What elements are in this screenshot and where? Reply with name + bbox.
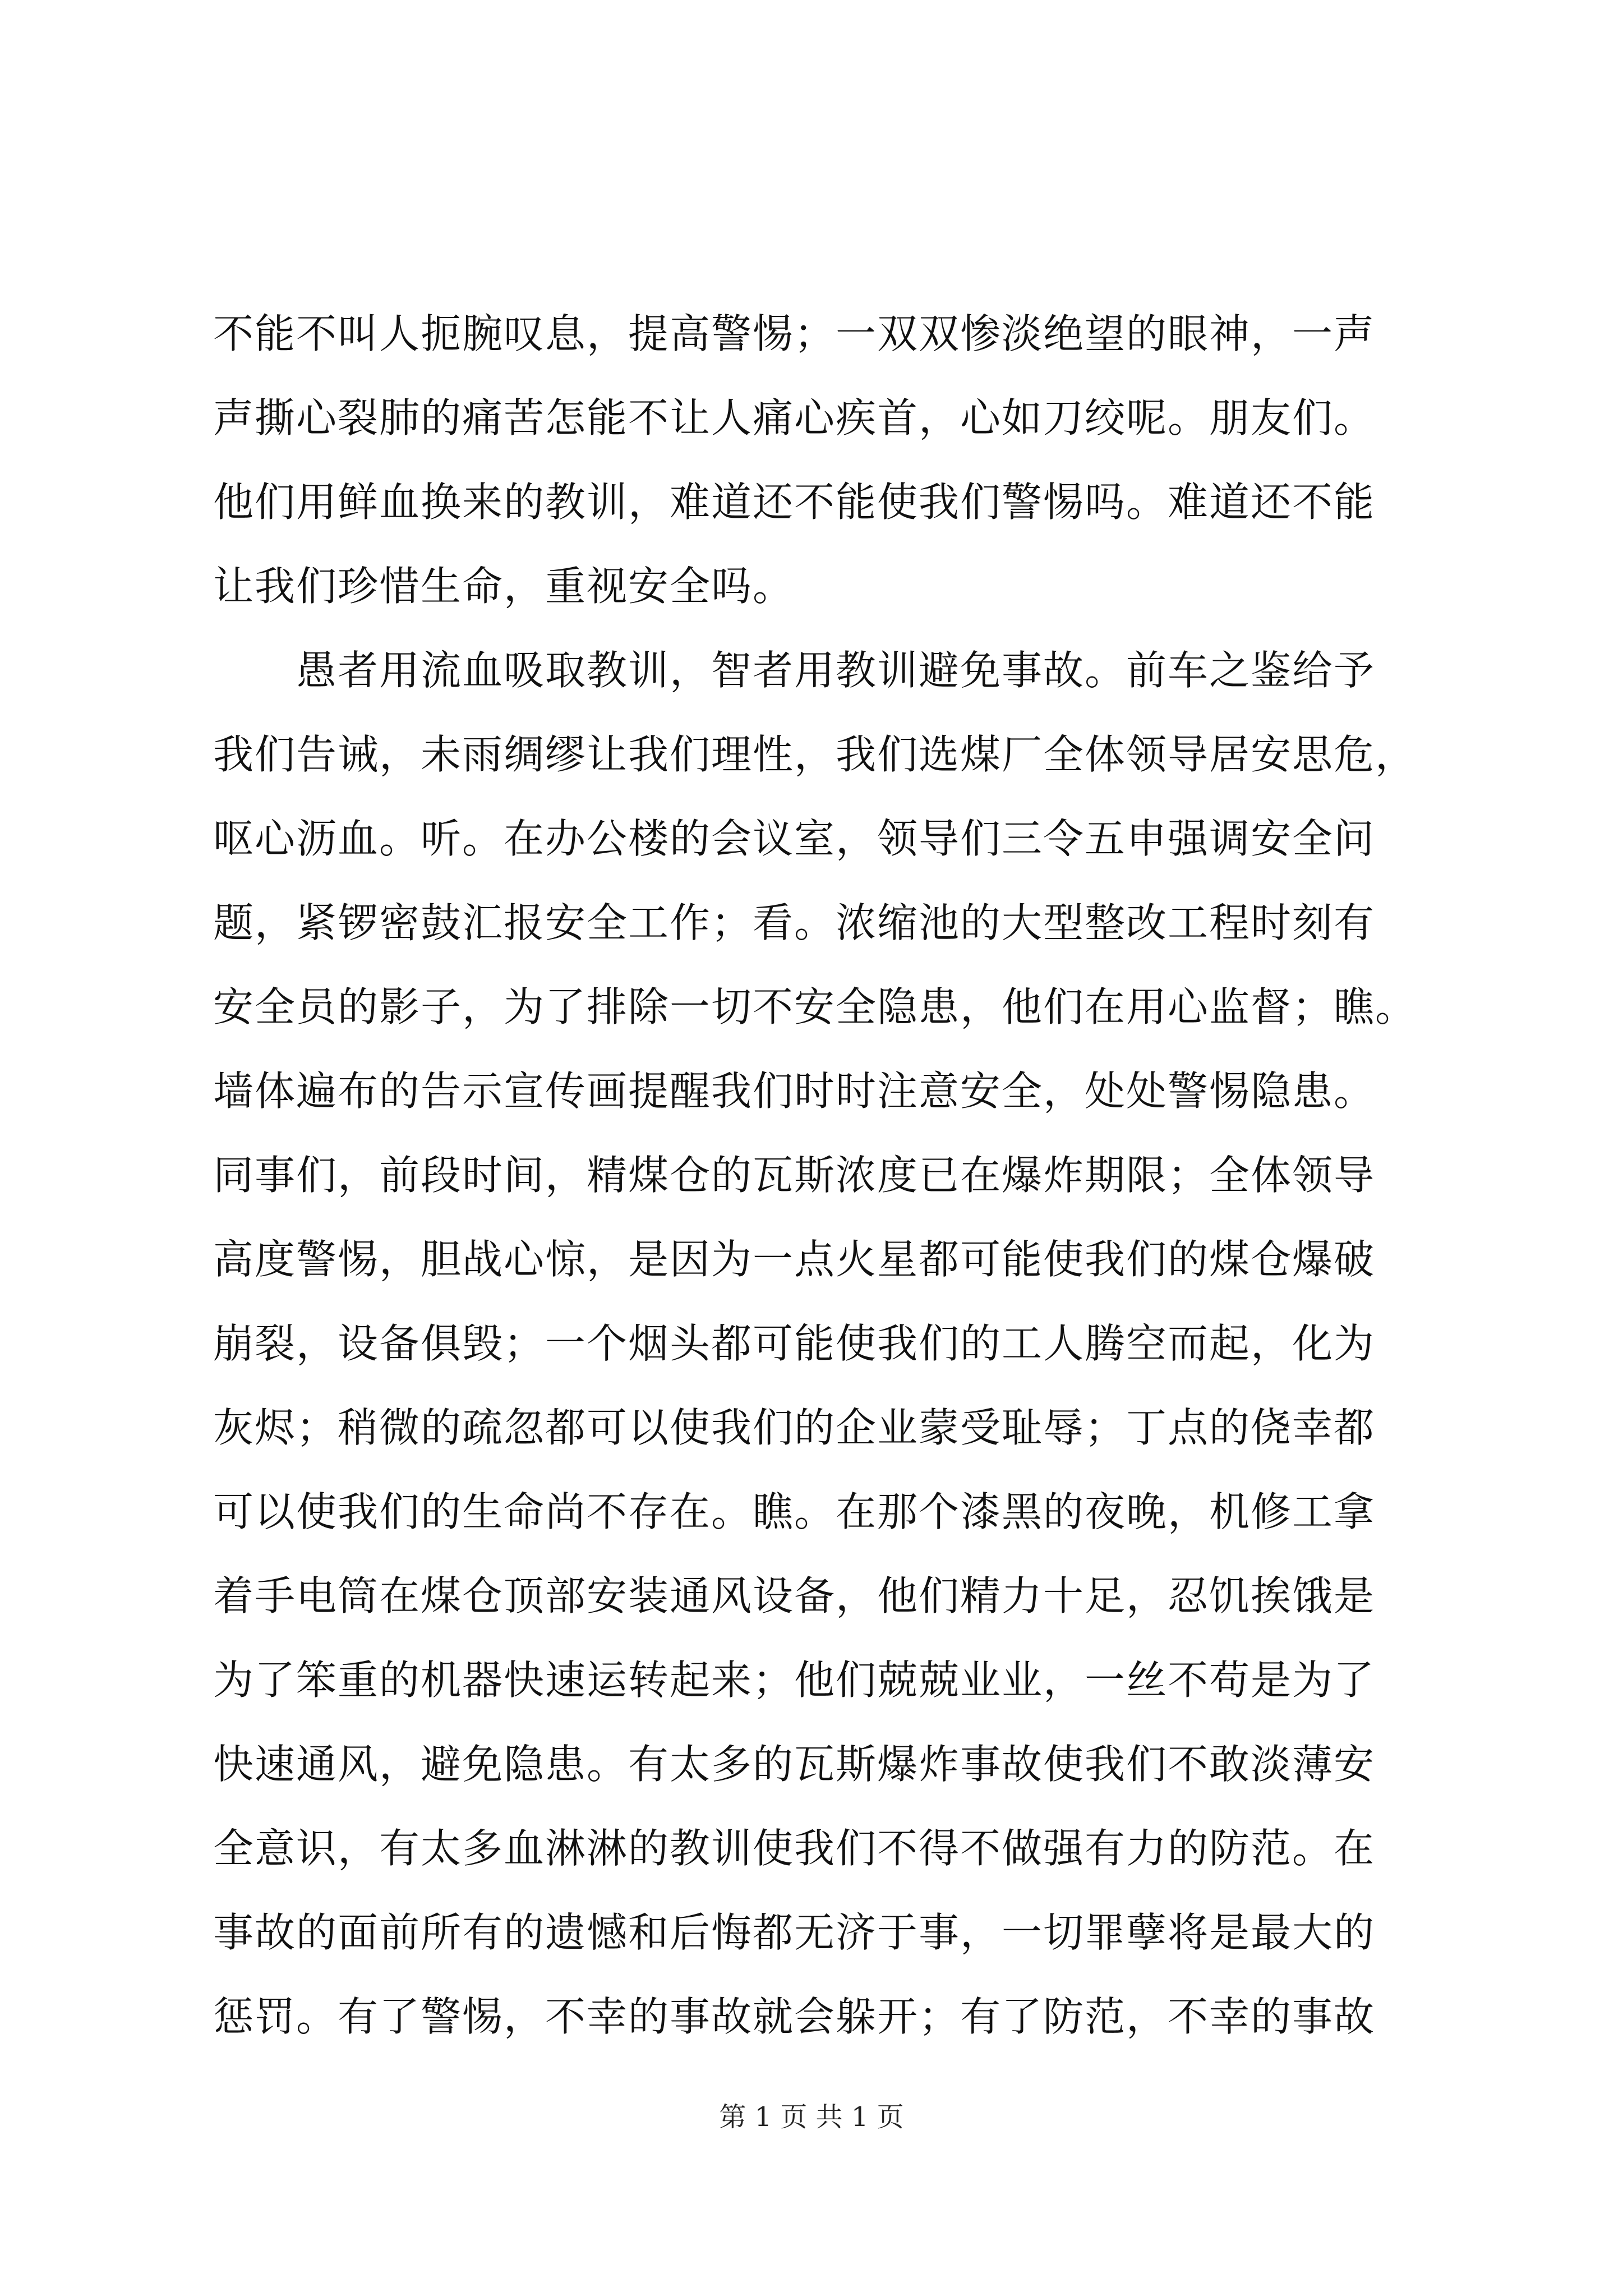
text-line: 声撕心裂肺的痛苦怎能不让人痛心疾首，心如刀绞呢。朋友们。 bbox=[213, 394, 1376, 441]
text-line: 事故的面前所有的遗憾和后悔都无济于事，一切罪孽将是最大的 bbox=[213, 1909, 1376, 1956]
text-line: 呕心沥血。听。在办公楼的会议室，领导们三令五申强调安全问 bbox=[213, 815, 1376, 862]
page-number-footer: 第 1 页 共 1 页 bbox=[719, 2101, 904, 2133]
text-line: 崩裂，设备俱毁；一个烟头都可能使我们的工人腾空而起，化为 bbox=[213, 1320, 1376, 1367]
text-line: 快速通风，避免隐患。有太多的瓦斯爆炸事故使我们不敢淡薄安 bbox=[213, 1741, 1376, 1788]
text-line: 着手电筒在煤仓顶部安装通风设备，他们精力十足，忍饥挨饿是 bbox=[213, 1572, 1376, 1619]
text-line: 安全员的影子，为了排除一切不安全隐患，他们在用心监督；瞧。 bbox=[213, 983, 1417, 1030]
text-line: 他们用鲜血换来的教训，难道还不能使我们警惕吗。难道还不能 bbox=[213, 478, 1376, 526]
text-line: 墙体遍布的告示宣传画提醒我们时时注意安全，处处警惕隐患。 bbox=[213, 1068, 1376, 1115]
text-line: 题，紧锣密鼓汇报安全工作；看。浓缩池的大型整改工程时刻有 bbox=[213, 899, 1376, 946]
text-line: 我们告诫，未雨绸缪让我们理性，我们选煤厂全体领导居安思危， bbox=[213, 731, 1417, 778]
text-line: 让我们珍惜生命，重视安全吗。 bbox=[213, 563, 795, 610]
text-line: 灰烬；稍微的疏忽都可以使我们的企业蒙受耻辱；丁点的侥幸都 bbox=[213, 1404, 1376, 1451]
text-line: 不能不叫人扼腕叹息，提高警惕；一双双惨淡绝望的眼神，一声 bbox=[213, 310, 1376, 357]
text-line: 全意识，有太多血淋淋的教训使我们不得不做强有力的防范。在 bbox=[213, 1825, 1376, 1872]
document-body bbox=[213, 292, 1424, 2059]
text-line: 可以使我们的生命尚不存在。瞧。在那个漆黑的夜晚，机修工拿 bbox=[213, 1488, 1376, 1535]
text-line: 高度警惕，胆战心惊，是因为一点火星都可能使我们的煤仓爆破 bbox=[213, 1236, 1376, 1283]
text-line: 惩罚。有了警惕，不幸的事故就会躲开；有了防范，不幸的事故 bbox=[213, 1993, 1376, 2040]
text-line: 同事们，前段时间，精煤仓的瓦斯浓度已在爆炸期限；全体领导 bbox=[213, 1152, 1376, 1199]
text-line: 为了笨重的机器快速运转起来；他们兢兢业业，一丝不苟是为了 bbox=[213, 1657, 1376, 1704]
text-line: 愚者用流血吸取教训，智者用教训避免事故。前车之鉴给予 bbox=[213, 647, 1376, 694]
